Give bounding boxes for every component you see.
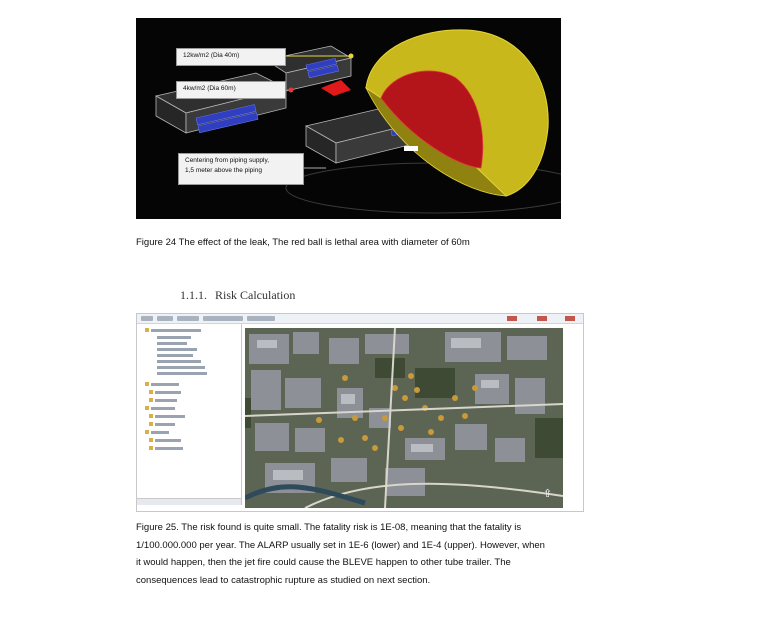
figure-24-image — [136, 18, 561, 219]
map-imagery — [245, 328, 563, 508]
section-title: Risk Calculation — [215, 288, 296, 302]
study-tree-panel — [137, 324, 242, 505]
figure-25-screenshot — [136, 313, 584, 512]
outer-radiation-label: 12kw/m2 (Dia 40m) — [176, 48, 286, 66]
figure-24-caption: Figure 24 The effect of the leak, The red ball is lethal area with diameter of 60m — [136, 237, 470, 248]
section-number: 1.1.1. — [180, 288, 207, 302]
section-heading — [180, 288, 295, 303]
source-location-label — [178, 153, 304, 185]
caption-line-4: consequences lead to catastrophic rupture as studied on next section. — [136, 574, 431, 586]
tree-panel-tabs — [137, 498, 241, 505]
source-label-line-1: Centering from piping supply, — [185, 157, 270, 164]
figure-25-caption — [136, 519, 696, 589]
app-toolbar — [137, 314, 583, 324]
inner-radiation-label: 4kw/m2 (Dia 60m) — [176, 81, 286, 99]
source-label-line-2: 1,5 meter above the piping — [185, 167, 262, 174]
caption-line-1: Figure 25. The risk found is quite small. The fatality risk is 1E-08, meaning that the fatality is — [136, 522, 522, 533]
north-arrow-icon[interactable]: ⇧ — [543, 488, 553, 500]
caption-line-2: 1/100.000.000 per year. The ALARP usually set in 1E-6 (lower) and 1E-4 (upper). However, when — [136, 539, 545, 551]
caption-line-3: it would happen, then the jet fire could cause the BLEVE happen to other tube trailer. The — [136, 557, 511, 569]
satellite-risk-map — [245, 328, 563, 508]
